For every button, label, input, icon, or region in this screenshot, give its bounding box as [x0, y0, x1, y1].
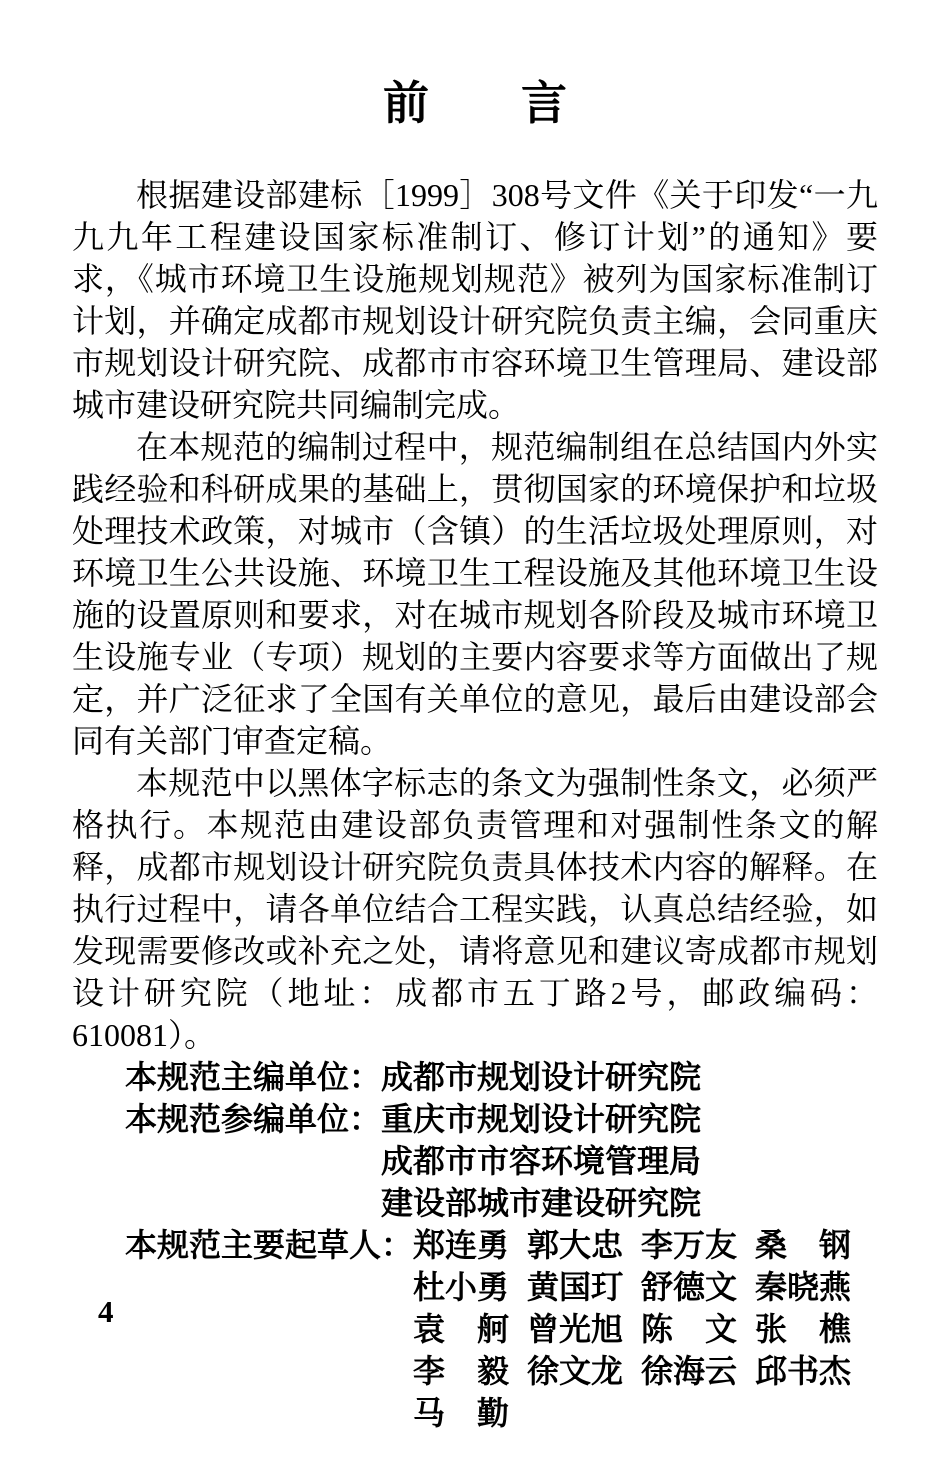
- co-editor-value: 建设部城市建设研究院: [381, 1185, 702, 1221]
- drafter-name: 袁 舸: [413, 1311, 510, 1347]
- drafters-row: [413, 1350, 878, 1392]
- co-editor-value: 重庆市规划设计研究院: [381, 1101, 702, 1137]
- chief-editor-label: 本规范主编单位：: [125, 1059, 382, 1095]
- page-title: 前 言: [383, 78, 567, 129]
- co-editor-value: 成都市市容环境管理局: [381, 1143, 702, 1179]
- drafter-name: 马 勤: [413, 1395, 510, 1431]
- drafter-name: 邱书杰: [755, 1353, 852, 1389]
- co-editor-line: [72, 1140, 878, 1182]
- paragraph-2: 在本规范的编制过程中，规范编制组在总结国内外实践经验和科研成果的基础上，贯彻国家的环境保护和垃圾处理技术政策，对城市（含镇）的生活垃圾处理原则，对环境卫生公共设施、环境卫生工程设施及其他环境卫生设施的设置原则和要求，对在城市规划各阶段及城市环境卫生设施专业（专项）规划的主要内容要求等方面做出了规定，并广泛征求了全国有关单位的意见，最后由建设部会同有关部门审查定稿。: [72, 429, 878, 759]
- drafters-label: 本规范主要起草人：: [125, 1227, 414, 1263]
- paragraph-3: 本规范中以黑体字标志的条文为强制性条文，必须严格执行。本规范由建设部负责管理和对强制性条文的解释，成都市规划设计研究院负责具体技术内容的解释。在执行过程中，请各单位结合工程实践，认真总结经验，如发现需要修改或补充之处，请将意见和建议寄成都市规划设计研究院（地址：成都市五丁路2号，邮政编码：610081）。: [72, 765, 878, 1053]
- drafter-name: 李万友: [641, 1227, 738, 1263]
- drafter-name: 郭大忠: [527, 1227, 624, 1263]
- co-editor-label-spacer: [125, 1140, 381, 1182]
- drafter-name: 李 毅: [413, 1353, 510, 1389]
- co-editor-line: [72, 1098, 878, 1140]
- drafter-name: 曾光旭: [527, 1311, 624, 1347]
- drafter-name: 张 樵: [755, 1311, 852, 1347]
- drafter-name: 桑 钢: [755, 1227, 852, 1263]
- paragraph-1: 根据建设部建标［1999］308号文件《关于印发“一九九九年工程建设国家标准制订、修订计划”的通知》要求，《城市环境卫生设施规划规范》被列为国家标准制订计划，并确定成都市规划设计研究院负责主编，会同重庆市规划设计研究院、成都市市容环境卫生管理局、建设部城市建设研究院共同编制完成。: [72, 177, 878, 423]
- drafters-row: [413, 1224, 878, 1266]
- drafter-name: 陈 文: [641, 1311, 738, 1347]
- drafter-name: 郑连勇: [413, 1227, 510, 1263]
- chief-editor-value: 成都市规划设计研究院: [381, 1059, 702, 1095]
- co-editor-line: [72, 1182, 878, 1224]
- drafters-row: [413, 1308, 878, 1350]
- preface-body: [0, 174, 950, 1434]
- drafter-name: 徐文龙: [527, 1353, 624, 1389]
- page-number: 4: [98, 1294, 114, 1329]
- drafters-names: [413, 1224, 878, 1434]
- co-editor-label: 本规范参编单位：: [125, 1101, 382, 1137]
- drafter-name: 黄国玎: [527, 1269, 624, 1305]
- co-editor-label-spacer: [125, 1182, 381, 1224]
- drafter-name: 秦晓燕: [755, 1269, 852, 1305]
- drafter-name: 徐海云: [641, 1353, 738, 1389]
- drafter-name: 舒德文: [641, 1269, 738, 1305]
- drafter-name: 杜小勇: [413, 1269, 510, 1305]
- drafters-block: [72, 1224, 878, 1434]
- chief-editor-line: [72, 1056, 878, 1098]
- drafters-row: [413, 1266, 878, 1308]
- drafters-row: [413, 1392, 878, 1434]
